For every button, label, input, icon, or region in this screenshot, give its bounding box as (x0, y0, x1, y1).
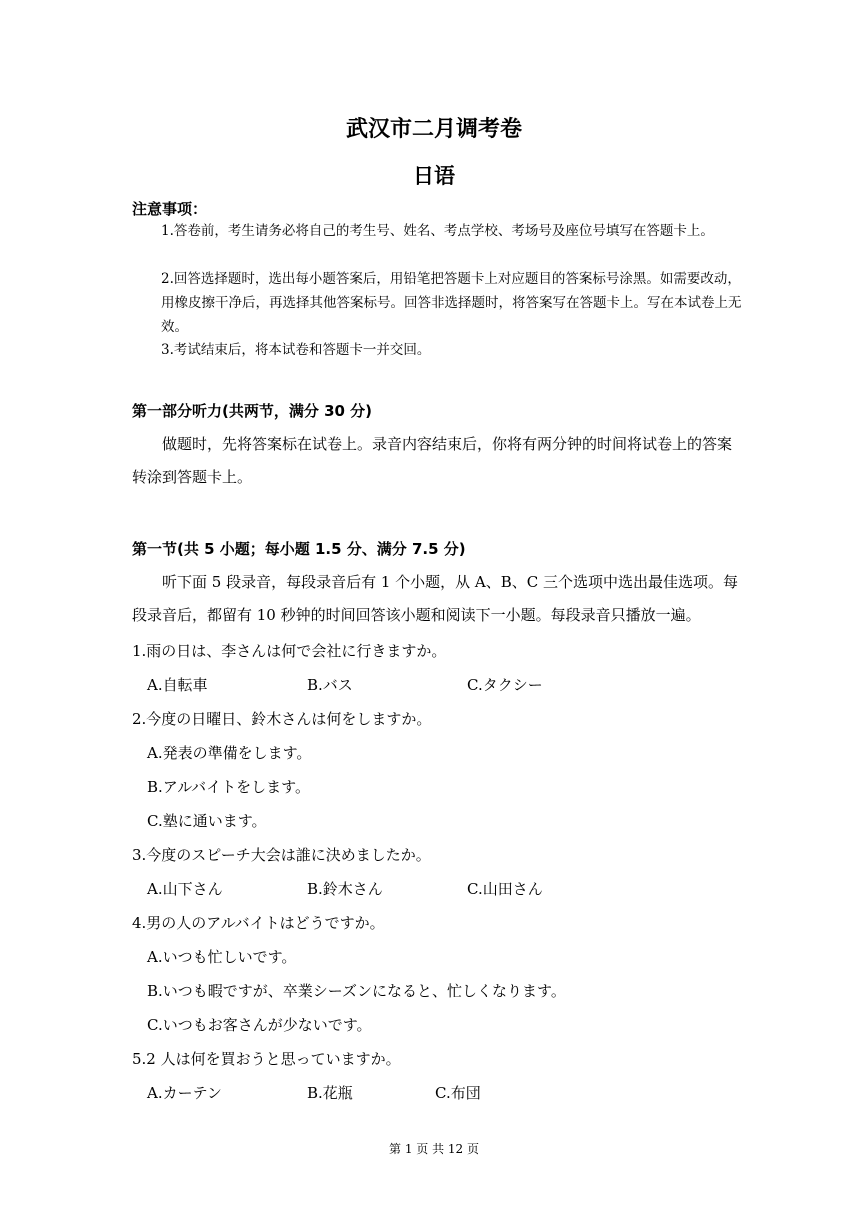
part1-heading: 第一部分听力(共两节，满分 30 分) (132, 402, 373, 420)
part1-instruction: 做题时，先将答案标在试卷上。录音内容结束后，你将有两分钟的时间将试卷上的答案转涂到答题卡上。 (132, 435, 733, 486)
option-1a: A.自転車 (147, 676, 208, 694)
question-1: 1.雨の日は、李さんは何で会社に行きますか。 (132, 642, 447, 660)
question-3: 3.今度のスピーチ大会は誰に決めましたか。 (132, 846, 431, 864)
section1-instruction: 听下面 5 段录音，每段录音后有 1 个小题，从 A、B、C 三个选项中选出最佳选项。每段录音后，都留有 10 秒钟的时间回答该小题和阅读下一小题。每段录音只播放一遍。 (132, 573, 739, 624)
option-2c: C.塾に通います。 (147, 812, 267, 830)
exam-subject: 日语 (413, 164, 455, 188)
question-5: 5.2 人は何を買おうと思っていますか。 (132, 1050, 401, 1068)
option-2a: A.発表の準備をします。 (147, 744, 312, 762)
notice-item: 2.回答选择题时，选出每小题答案后，用铅笔把答题卡上对应题目的答案标号涂黑。如需要改动，用橡皮擦干净后，再选择其他答案标号。回答非选择题时，将答案写在答题卡上。写在本试卷上无效。 (161, 271, 742, 335)
section1-heading: 第一节(共 5 小题；每小题 1.5 分、满分 7.5 分) (132, 540, 466, 558)
option-3a: A.山下さん (147, 880, 223, 898)
option-5b: B.花瓶 (307, 1084, 353, 1102)
notice-item: 3.考试结束后，将本试卷和答题卡一并交回。 (161, 342, 431, 358)
question-2: 2.今度の日曜日、鈴木さんは何をしますか。 (132, 710, 432, 728)
option-4c: C.いつもお客さんが少ないです。 (147, 1016, 372, 1034)
question-4: 4.男の人のアルバイトはどうですか。 (132, 914, 385, 932)
page-footer: 第 1 页 共 12 页 (389, 1142, 479, 1156)
option-5c: C.布団 (435, 1084, 481, 1102)
option-4a: A.いつも忙しいです。 (147, 948, 297, 966)
option-5a: A.カーテン (147, 1084, 222, 1102)
notice-heading: 注意事项： (132, 200, 208, 218)
option-2b: B.アルバイトをします。 (147, 778, 310, 796)
option-1b: B.バス (307, 676, 353, 694)
option-3b: B.鈴木さん (307, 880, 383, 898)
notice-item: 1.答卷前，考生请务必将自己的考生号、姓名、考点学校、考场号及座位号填写在答题卡上。 (161, 223, 714, 239)
option-4b: B.いつも暇ですが、卒業シーズンになると、忙しくなります。 (147, 982, 566, 1000)
option-1c: C.タクシー (467, 676, 543, 694)
option-3c: C.山田さん (467, 880, 543, 898)
exam-title: 武汉市二月调考卷 (345, 117, 522, 142)
